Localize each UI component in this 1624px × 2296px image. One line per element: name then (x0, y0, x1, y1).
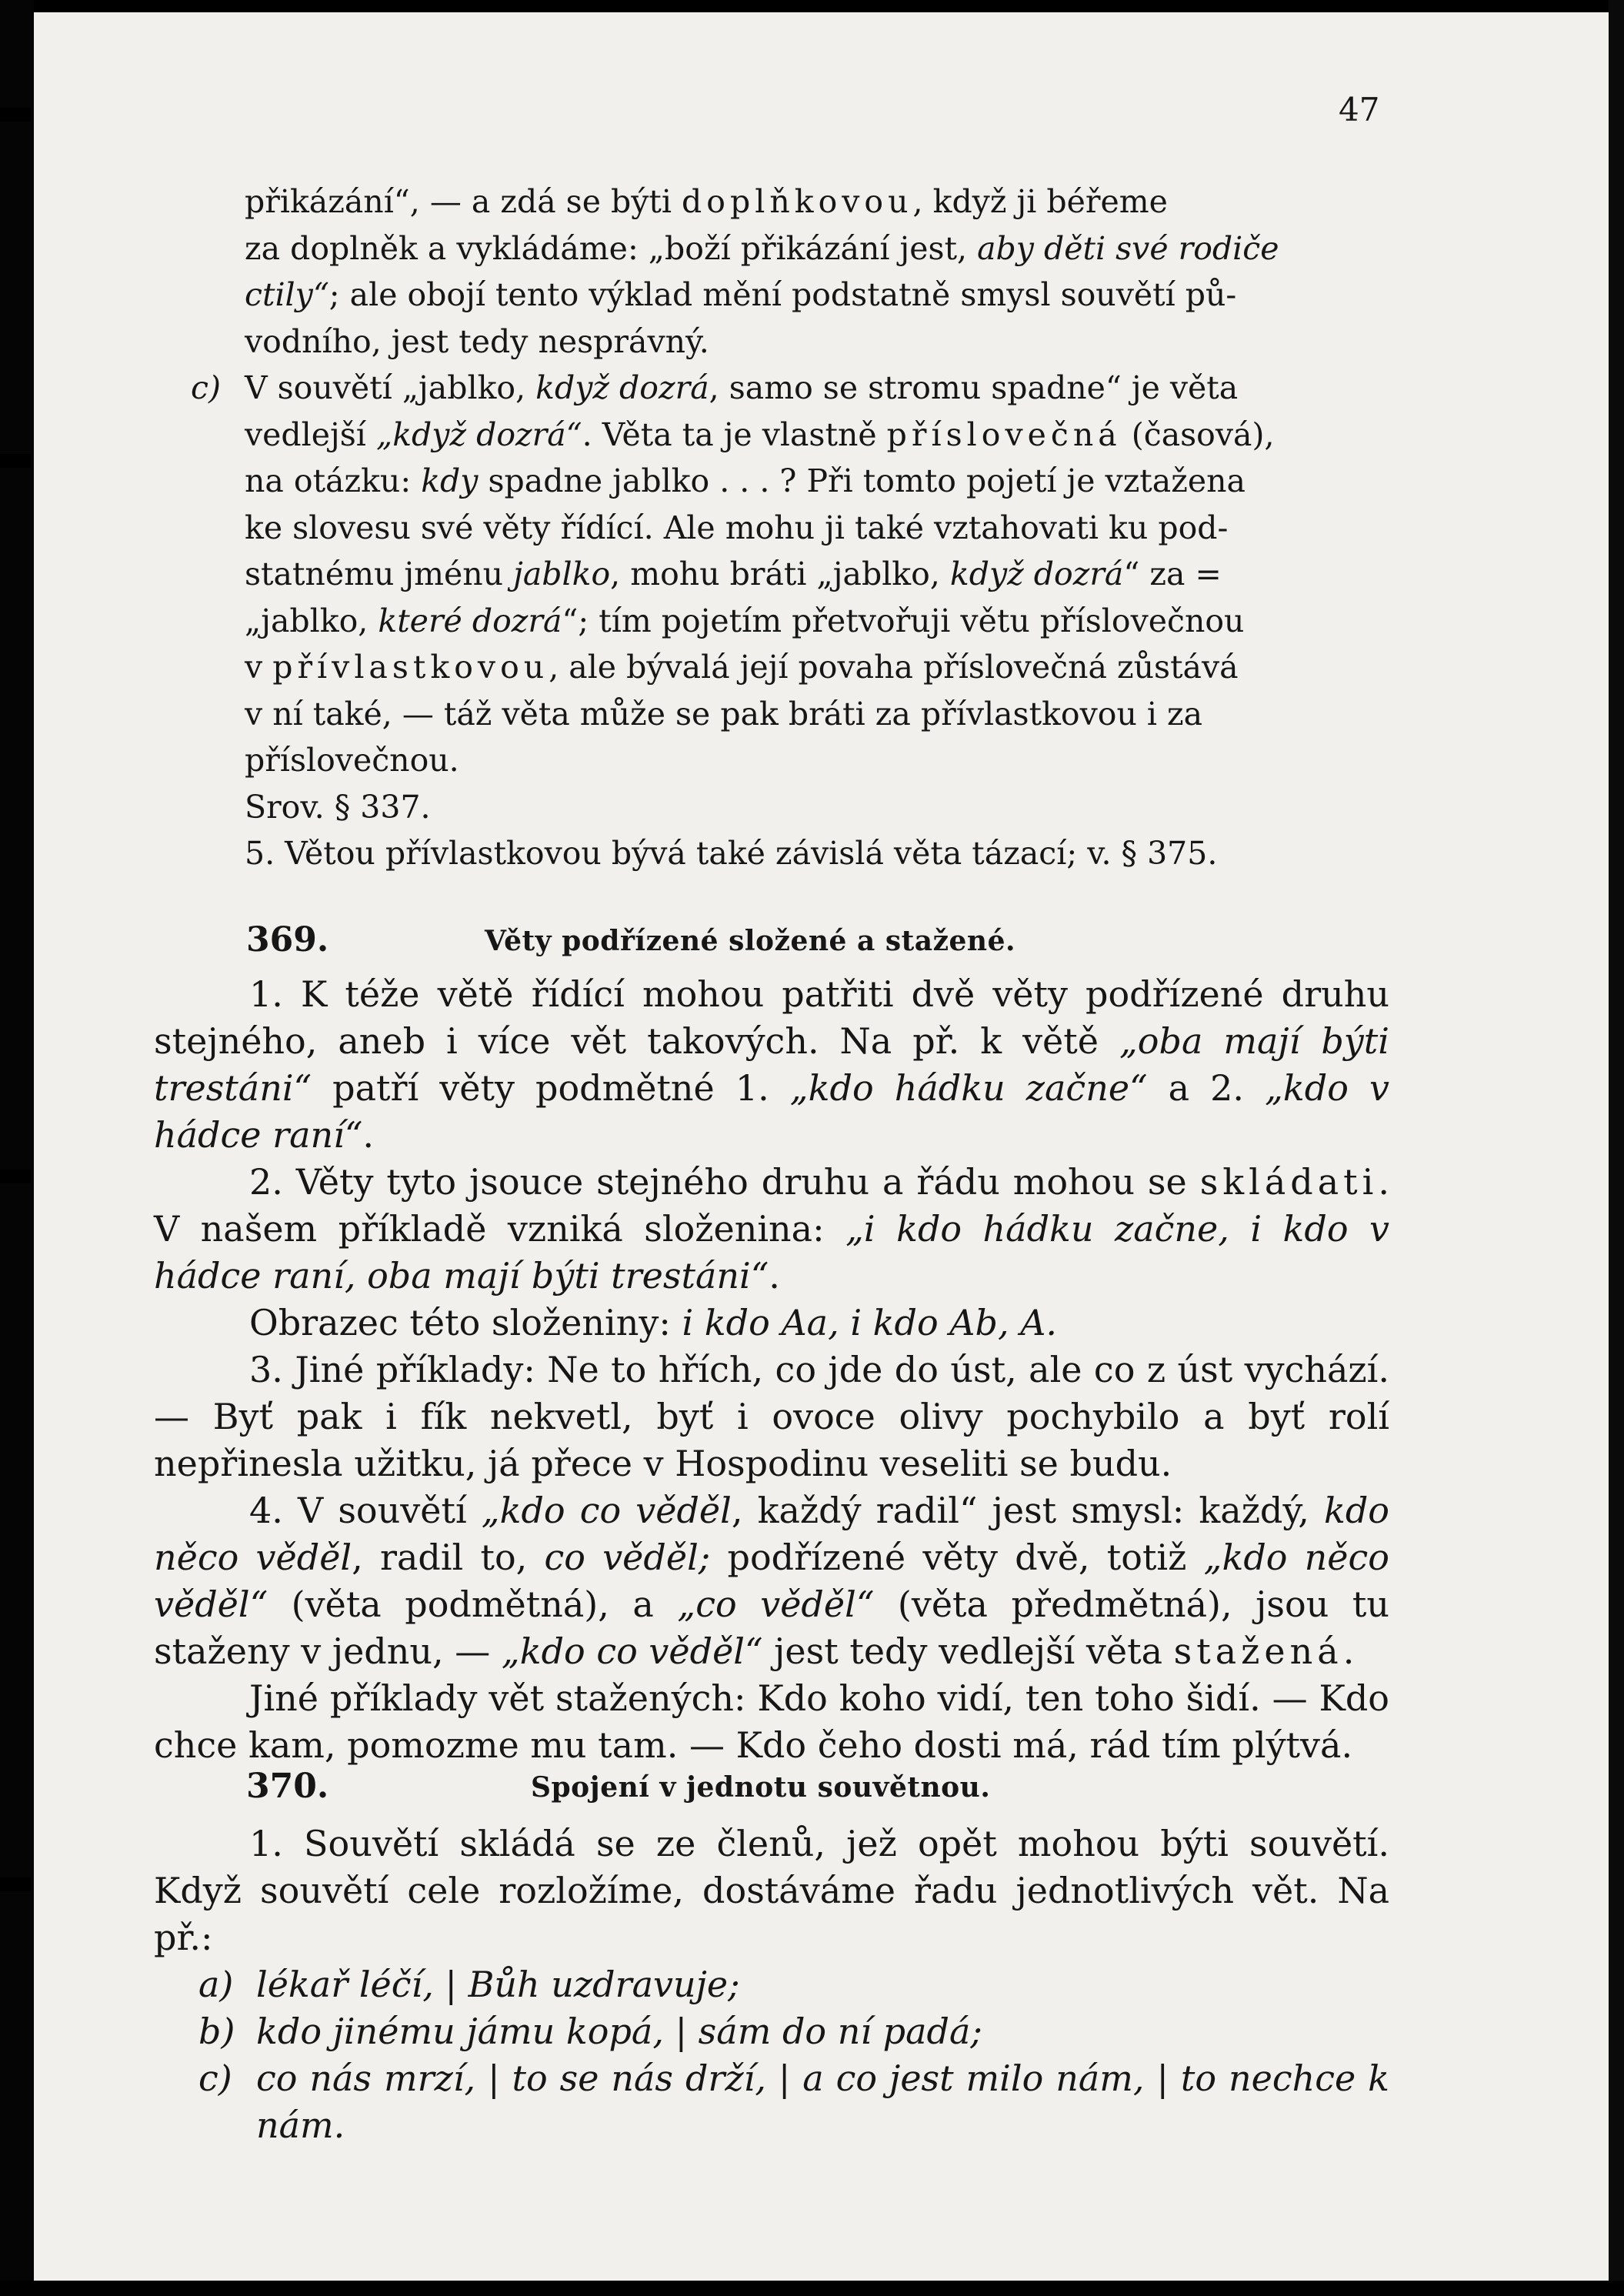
text-line: statnému jménu jablko, mohu bráti „jablko, když dozrá“ za = (245, 556, 1222, 592)
section-369-heading (154, 920, 1389, 963)
section-title: Věty podřízené složené a stažené. (485, 925, 1016, 957)
example-c: c) co nás mrzí, | to se nás drží, | a co jest milo nám, | to nechce k nám. (198, 2057, 1389, 2146)
reference-line: Srov. § 337. (245, 788, 431, 826)
formula-line: Obrazec této složeniny: i kdo Aa, i kdo Ab, A. (249, 1302, 1058, 1343)
example-a: a) lékař léčí, | Bůh uzdravuje; (198, 1964, 740, 2005)
top-continuation-block (191, 179, 1389, 877)
text-line: příslovečnou. (245, 742, 459, 779)
section-number: 370. (246, 1767, 329, 1806)
paragraph-1: 1. Souvětí skládá se ze členů, jež opět mohou býti souvětí. Když souvětí cele rozložíme, dostáváme řadu jednotlivých vět. Na př.: (154, 1823, 1389, 1958)
text-line: za doplněk a vykládáme: „boží přikázání jest, aby děti své rodiče (245, 229, 1279, 267)
section-370-heading (154, 1767, 1389, 1810)
text-line: přikázání“, — a zdá se býti doplňkovou, když ji béřeme (245, 183, 1168, 220)
scan-border-top (0, 0, 1624, 12)
section-369-body (154, 971, 1389, 1769)
text-line: na otázku: kdy spadne jablko . . . ? Při tomto pojetí je vztažena (245, 462, 1246, 499)
text-line: v přívlastkovou, ale bývalá její povaha příslovečná zůstává (245, 649, 1239, 686)
text-line: v ní také, — táž věta může se pak bráti za přívlastkovou i za (245, 695, 1203, 733)
section-370-body (154, 1820, 1389, 2149)
paragraph-4: 4. V souvětí „kdo co věděl, každý radil“ jest smysl: každý, kdo něco věděl, radil to, co věděl; podřízené věty dvě, totiž „kdo něco věděl“ (věta podmětná), a „co věděl“ (věta předmětná), jsou tu staženy v jednu, — „kdo co věděl“ jest tedy vedlejší věta stažená. (154, 1490, 1389, 1672)
text-line: „jablko, které dozrá“; tím pojetím přetvořuji větu příslovečnou (245, 602, 1245, 639)
point-c: c) V souvětí „jablko, když dozrá, samo se stromu spadne“ je věta (245, 365, 1389, 412)
scan-border-bottom (0, 2281, 1624, 2296)
section-title: Spojení v jednotu souvětnou. (531, 1771, 991, 1804)
point-5: 5. Větou přívlastkovou bývá také závislá věta tázací; v. § 375. (245, 835, 1218, 872)
paragraph-5: Jiné příklady vět stažených: Kdo koho vidí, ten toho šidí. — Kdo chce kam, pomozme mu tam. — Kdo čeho dosti má, rád tím plýtvá. (154, 1677, 1389, 1766)
text-line: vedlejší „když dozrá“. Věta ta je vlastně příslovečná (časová), (245, 415, 1275, 453)
text-line: ke slovesu své věty řídící. Ale mohu ji také vztahovati ku pod- (245, 509, 1229, 546)
section-369 (154, 920, 1389, 1769)
scan-border-right (1609, 0, 1624, 2296)
point-c-marker: c) (191, 369, 221, 406)
page-number: 47 (1339, 91, 1380, 128)
example-b: b) kdo jinému jámu kopá, | sám do ní padá; (198, 2011, 982, 2052)
paragraph-2: 2. Věty tyto jsouce stejného druhu a řádu mohou se skládati. V našem příkladě vzniká složenina: „i kdo hádku začne, i kdo v hádce raní, oba mají býti trestáni“. (154, 1161, 1390, 1297)
paragraph-1: 1. K téže větě řídící mohou patřiti dvě věty podřízené druhu stejného, aneb i více vět takových. Na př. k větě „oba mají býti trestáni“ patří věty podmětné 1. „kdo hádku začne“ a 2. „kdo v hádce raní“. (154, 973, 1389, 1156)
section-number: 369. (246, 920, 329, 959)
scan-border-left (0, 0, 34, 2296)
paragraph-3: 3. Jiné příklady: Ne to hřích, co jde do úst, ale co z úst vychází. — Byť pak i fík nekvetl, byť i ovoce olivy pochybilo a byť rolí nepřinesla užitku, já přece v Hospodinu veseliti se budu. (154, 1349, 1389, 1484)
section-370 (154, 1767, 1389, 2149)
text-line: vodního, jest tedy nesprávný. (245, 322, 709, 360)
text-line: ctily“; ale obojí tento výklad mění podstatně smysl souvětí pů- (245, 276, 1237, 313)
